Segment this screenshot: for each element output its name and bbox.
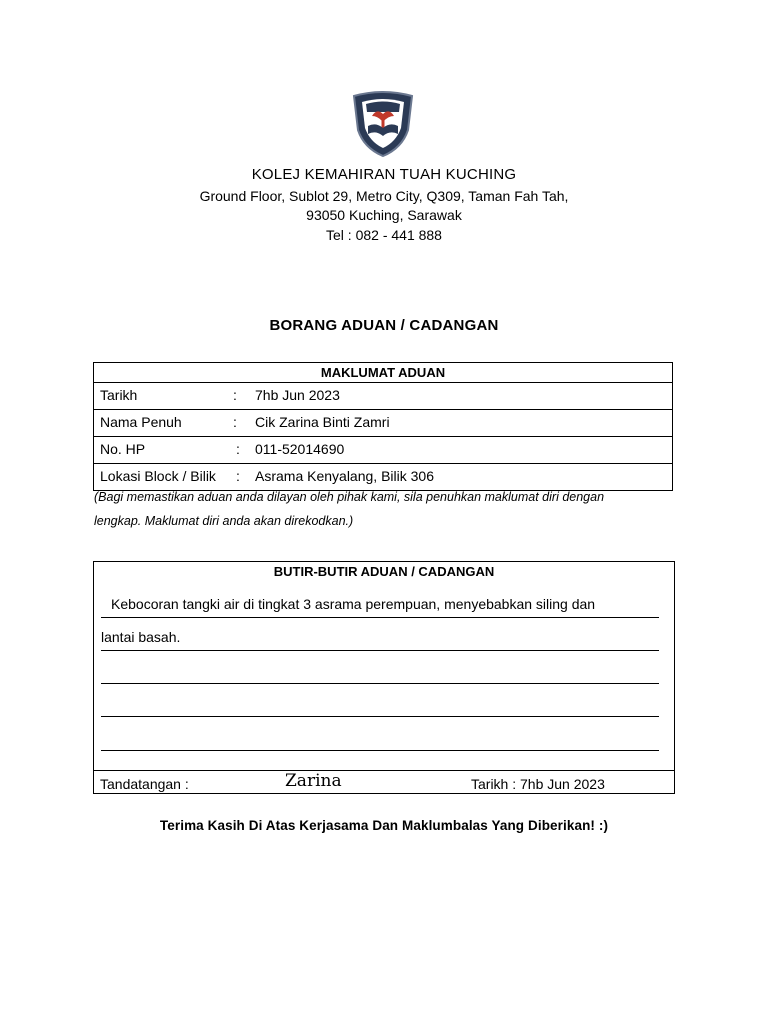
table-row-phone [94, 436, 672, 463]
date-value: 7hb Jun 2023 [255, 387, 340, 403]
signature: Zarina [285, 771, 342, 791]
college-crest-logo [350, 90, 416, 158]
table-row-location [94, 463, 672, 490]
address-line-2: 93050 Kuching, Sarawak [306, 207, 462, 223]
full-name-colon: : [233, 414, 237, 430]
full-name-value: Cik Zarina Binti Zamri [255, 414, 390, 430]
writing-line-4 [101, 716, 659, 717]
phone-colon: : [236, 441, 240, 457]
signature-label: Tandatangan : [100, 776, 189, 792]
college-name: KOLEJ KEMAHIRAN TUAH KUCHING [251, 166, 517, 183]
date-colon: : [233, 387, 237, 403]
detail-text-line-1: Kebocoran tangki air di tingkat 3 asrama perempuan, menyebabkan siling dan [111, 596, 596, 612]
table-row-date [94, 382, 672, 409]
table-row-full-name [94, 409, 672, 436]
writing-line-1 [101, 617, 659, 618]
location-label: Lokasi Block / Bilik [100, 468, 216, 484]
phone-number: Tel : 082 - 441 888 [326, 227, 442, 243]
complaint-details-box [93, 561, 675, 794]
date-label: Tarikh [100, 387, 138, 403]
privacy-note-line-1: (Bagi memastikan aduan anda dilayan oleh pihak kami, sila penuhkan maklumat diri dengan [94, 490, 605, 504]
form-title: BORANG ADUAN / CADANGAN [269, 317, 499, 334]
location-colon: : [236, 468, 240, 484]
complaint-info-heading: MAKLUMAT ADUAN [320, 365, 446, 380]
signature-date: Tarikh : 7hb Jun 2023 [471, 776, 605, 792]
svg-text:★: ★ [380, 141, 386, 148]
complaint-details-heading: BUTIR-BUTIR ADUAN / CADANGAN [273, 564, 495, 579]
complaint-info-table [93, 362, 673, 491]
location-value: Asrama Kenyalang, Bilik 306 [255, 468, 434, 484]
full-name-label: Nama Penuh [100, 414, 182, 430]
writing-line-5 [101, 750, 659, 751]
writing-line-2 [101, 650, 659, 651]
signature-row [94, 770, 674, 795]
phone-label: No. HP [100, 441, 146, 457]
phone-value: 011-52014690 [255, 441, 345, 457]
privacy-note-line-2: lengkap. Maklumat diri anda akan direkodkan.) [94, 514, 354, 528]
thank-you-message: Terima Kasih Di Atas Kerjasama Dan Maklumbalas Yang Diberikan! :) [159, 818, 609, 833]
writing-line-3 [101, 683, 659, 684]
detail-text-line-2: lantai basah. [101, 629, 181, 645]
address-line-1: Ground Floor, Sublot 29, Metro City, Q309, Taman Fah Tah, [199, 188, 569, 204]
